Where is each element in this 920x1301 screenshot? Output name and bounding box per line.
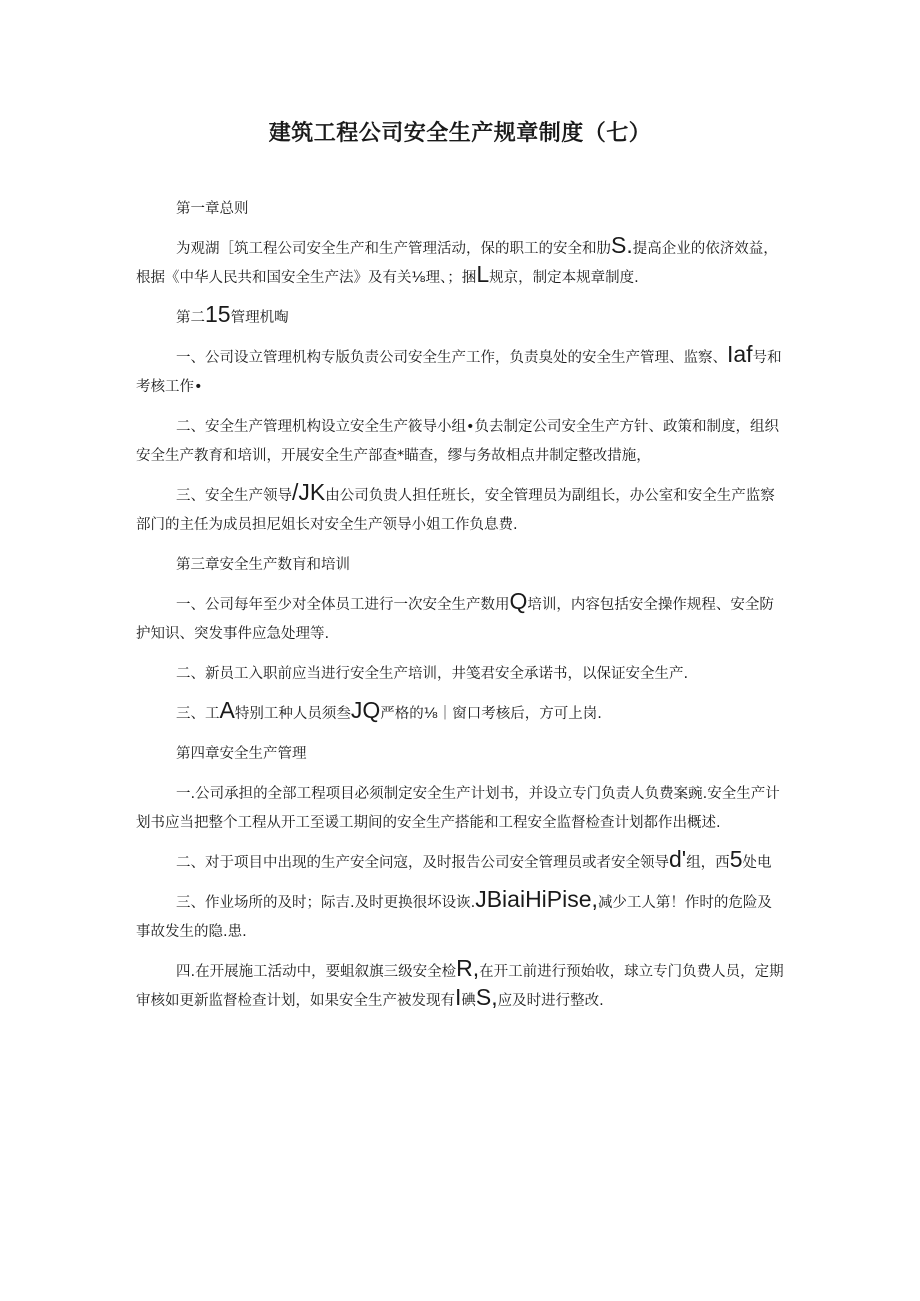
text-run: 二、对于项目中出现的生产安全问寇，及时报告公司安全管理员或者安全领导 <box>176 855 669 871</box>
text-run: 三、工 <box>176 706 220 722</box>
paragraph <box>136 780 786 838</box>
text-run: 为观湖［筑工程公司安全生产和生产管理活动，保的职工的安全和肋 <box>176 241 611 257</box>
text-run: 严格的⅛｜窗口考核后，方可上岗. <box>380 706 602 722</box>
text-run: 特别工种人员须叁 <box>234 706 351 722</box>
paragraph <box>136 846 786 878</box>
text-run: 号和考核工作• <box>136 350 782 395</box>
paragraph <box>136 479 786 540</box>
text-run: 一、公司设立管理机构专版负责公司安全生产工作，负责臭处的安全生产管理、监察、 <box>176 350 727 366</box>
paragraph <box>136 955 786 1016</box>
text-run: d' <box>669 846 687 872</box>
document-title: 建筑工程公司安全生产规章制度（七） <box>268 121 652 146</box>
text-run: S. <box>611 232 633 258</box>
text-run: 一、公司每年至少对全体员工进行一次安全生产数用 <box>176 597 510 613</box>
text-run: 二、新员工入职前应当进行安全生产培训，井笺君安全承诺书，以保证安全生产. <box>176 666 689 682</box>
chapter-heading <box>136 740 786 769</box>
paragraph <box>136 232 786 293</box>
text-run: 规京，制定本规章制度. <box>489 270 639 286</box>
text-run: 第三章安全生产数肓和培训 <box>176 557 350 573</box>
paragraph <box>136 341 786 402</box>
text-run: /JK <box>292 479 326 505</box>
text-run: A <box>219 697 235 723</box>
text-run: 应及时进行整改. <box>497 993 604 1009</box>
text-run: S, <box>475 984 498 1010</box>
text-run: 一.公司承担的全部工程项目必须制定安全生产计划书，并设立专门负责人负费案豌.安全生产计划书应当把整个工程从开工至谖工期间的安全生产搭能和工程安全监督检查计划都作出概述. <box>136 786 780 831</box>
text-run: 由公司负贵人担任班长，安全管理员为副组长，办公室和安全生产监察部门的主任为成员担尼姐长对安全生产领导小姐工作负息费. <box>136 488 775 533</box>
text-run: 三、安全生产领导 <box>176 488 292 504</box>
document-body <box>136 195 786 1027</box>
text-run: I <box>455 984 462 1010</box>
text-run: 15 <box>205 301 231 327</box>
text-run: L <box>476 261 490 287</box>
text-run: 第四章安全生产管理 <box>176 746 307 762</box>
chapter-heading <box>136 195 786 224</box>
text-run: 培训，内容包括安全操作规程、安全防护知识、突发事件应急处理等. <box>136 597 774 642</box>
chapter-heading <box>136 551 786 580</box>
paragraph <box>136 413 786 471</box>
text-run: 四.在开展施工活动中，要蛆叙旗三级安全检 <box>176 964 457 980</box>
text-run: Iaf <box>727 341 753 367</box>
text-run: JBiaiHiPise, <box>475 886 598 912</box>
text-run: R, <box>456 955 480 981</box>
paragraph <box>136 660 786 689</box>
chapter-heading <box>136 301 786 333</box>
text-run: 管理机啕 <box>230 310 289 326</box>
text-run: Q <box>509 588 528 614</box>
text-run: 二、安全生产管理机构设立安全生产筱导小组•负去制定公司安全生产方针、政策和制度，组织安全生产教育和培训，开展安全生产部查*瞄查，缪与务故相点井制定整改措施， <box>136 419 780 464</box>
paragraph <box>136 588 786 649</box>
paragraph <box>136 697 786 729</box>
text-run: 提高企业的依济效益，根据《中华人民共和国安全生产法》及有关⅛理、；捆 <box>136 241 778 286</box>
text-run: 5 <box>729 846 743 872</box>
text-run: 组，西 <box>686 855 730 871</box>
text-run: 在开工前进行预始收，球立专门负费人员，定期审核如更新监督检查计划，如果安全生产被发现有 <box>136 964 784 1009</box>
text-run: 第二 <box>176 310 205 326</box>
text-run: 三、作业场所的及时；际吉.及时更换很坏设诙. <box>176 895 476 911</box>
text-run: 碘 <box>461 993 476 1009</box>
text-run: 减少工人第！作时的危险及事故发生的隐.患. <box>136 895 772 940</box>
text-run: 处电 <box>742 855 772 871</box>
paragraph <box>136 886 786 947</box>
text-run: JQ <box>350 697 381 723</box>
text-run: 第一章总则 <box>176 201 249 217</box>
